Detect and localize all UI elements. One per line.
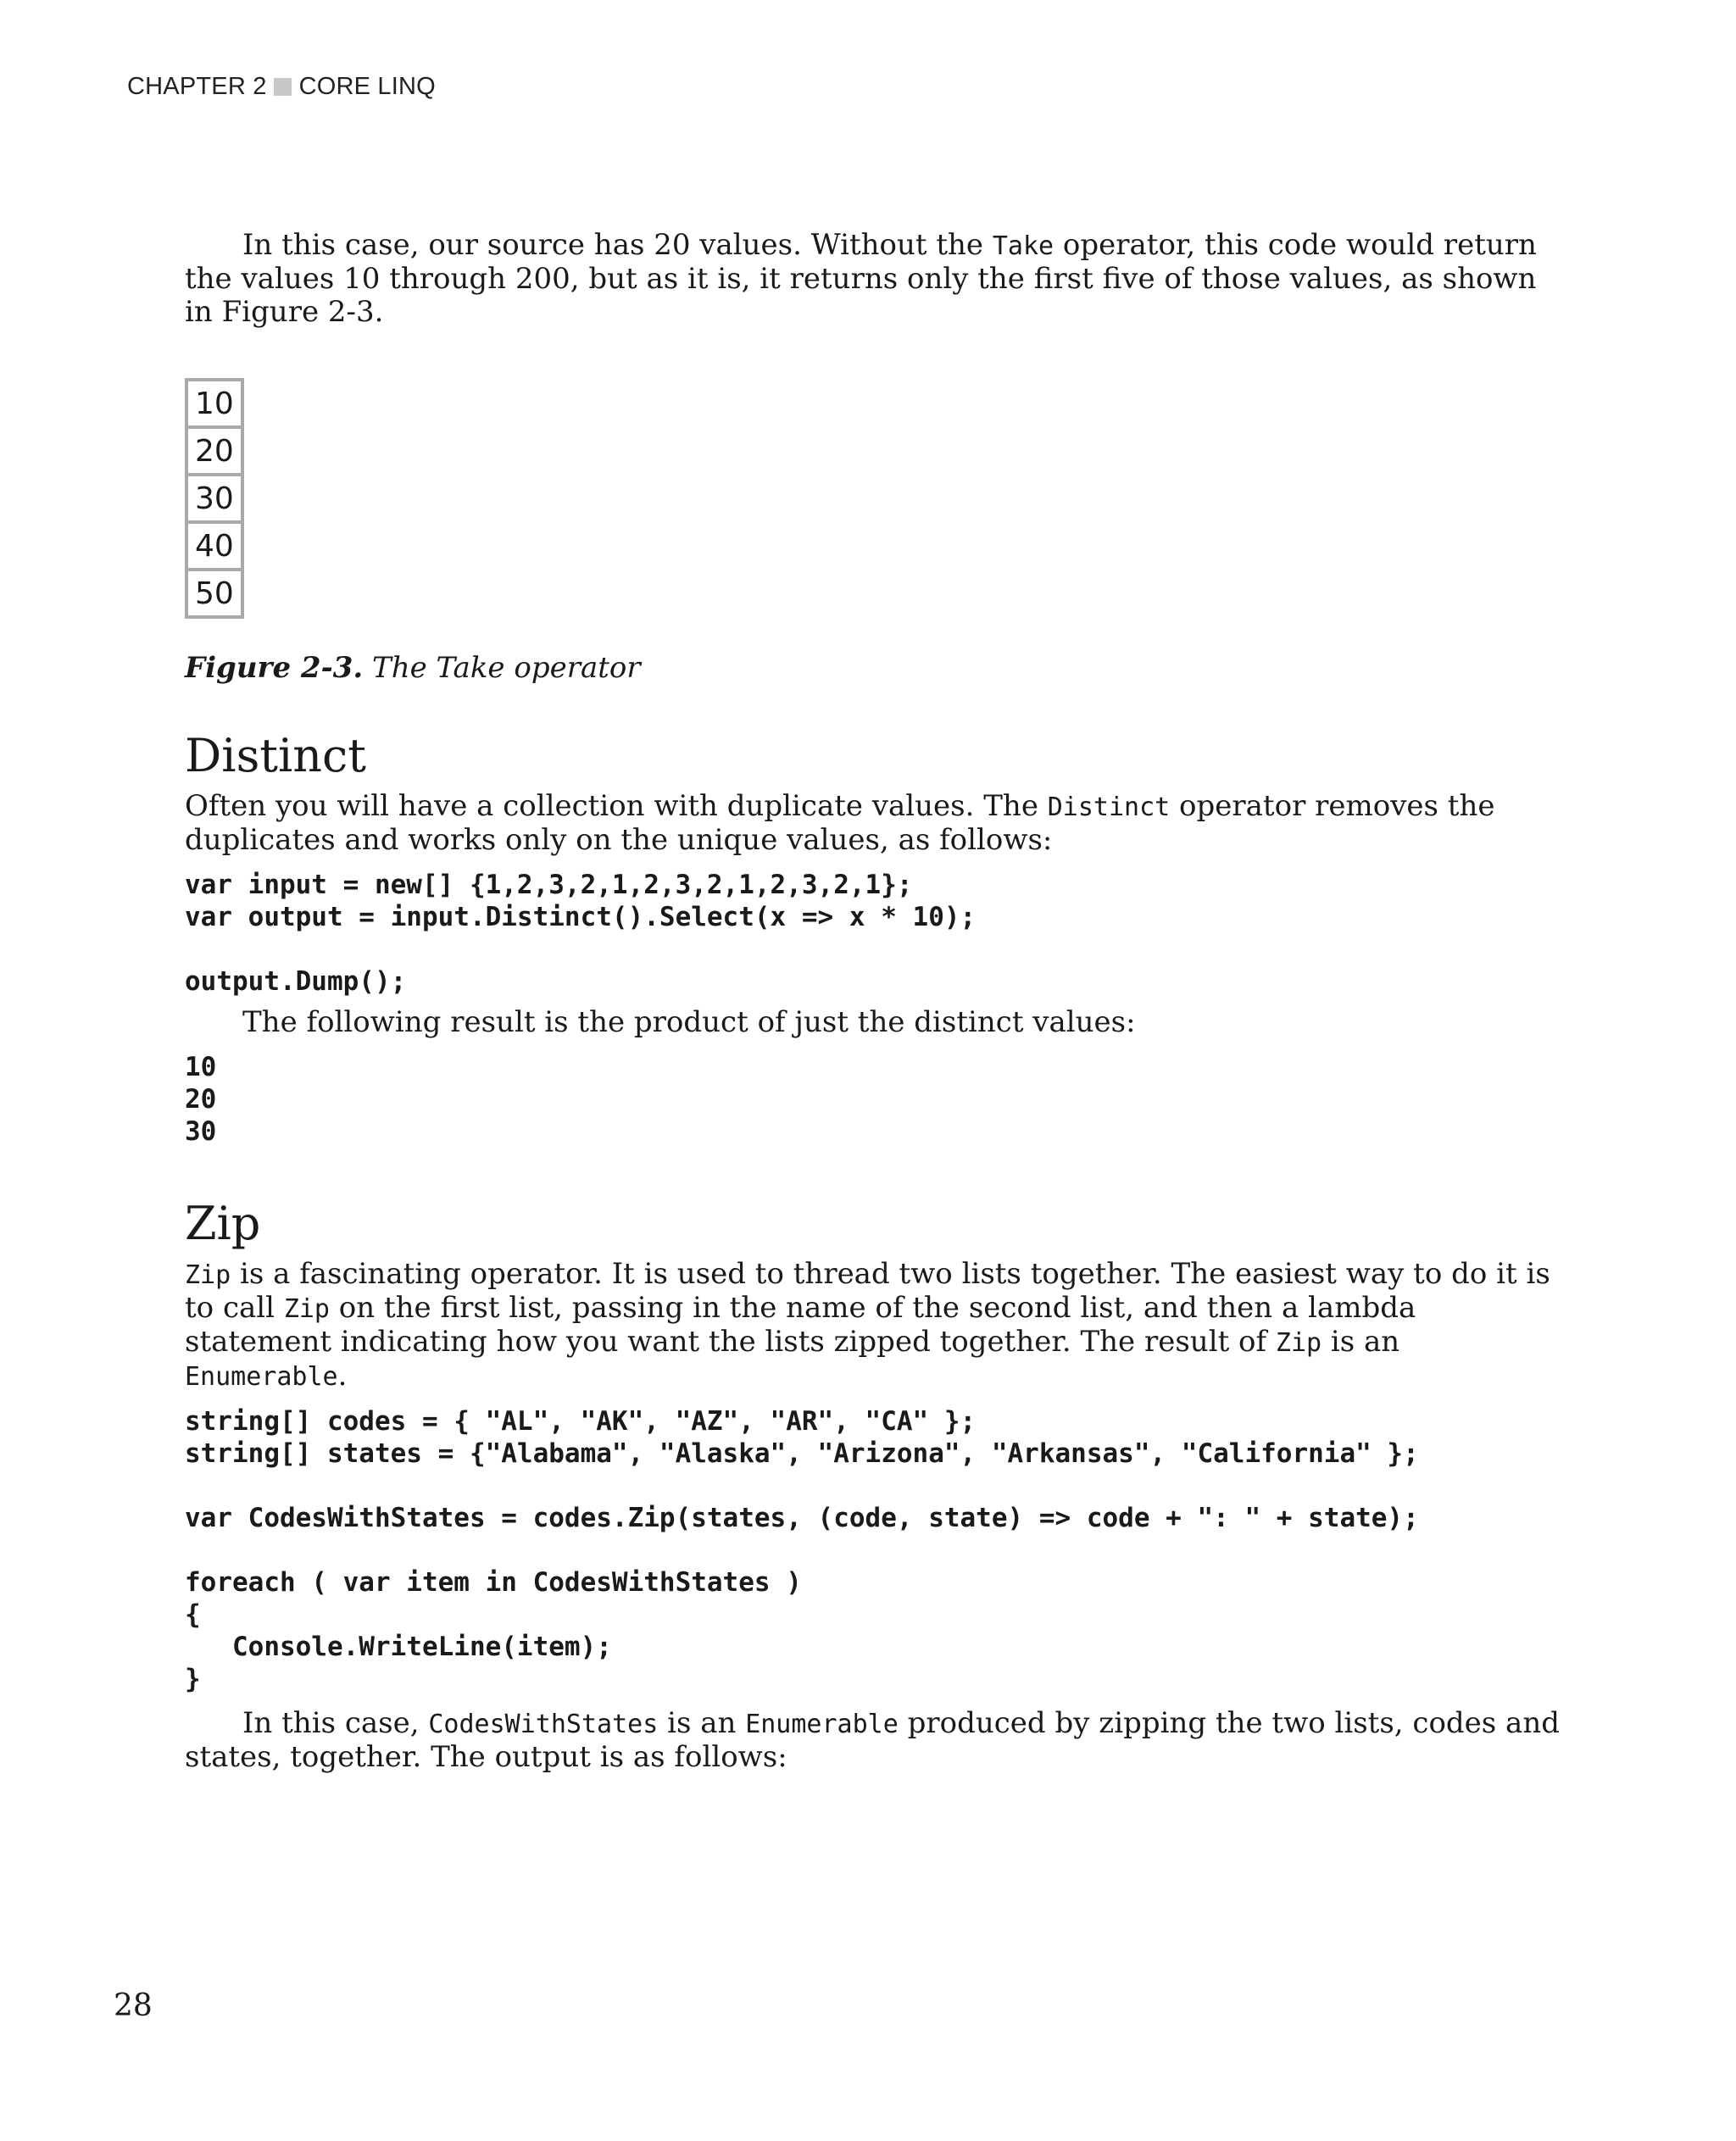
distinct-paragraph: Often you will have a collection with duplicate values. The Distinct operator removes the duplicates and works only on the unique values, as follows:	[185, 789, 1495, 857]
table-cell: 30	[186, 475, 242, 522]
inline-code: Enumerable	[185, 1362, 338, 1392]
code-block: string[] codes = { "AL", "AK", "AZ", "AR", "CA" }; string[] states = {"Alabama", "Alaska", "Arizona", "Arkansas", "California" };	[185, 1406, 1419, 1469]
table-row	[186, 427, 242, 475]
figure-caption: Figure 2-3. The Take operator	[185, 651, 641, 685]
code-block: output.Dump();	[185, 966, 407, 997]
table-cell: 40	[186, 522, 242, 570]
inline-code: Distinct	[1047, 792, 1171, 822]
inline-code: Take	[992, 231, 1054, 261]
take-result-table	[185, 378, 244, 619]
section-heading-zip: Zip	[185, 1197, 261, 1250]
result-intro-paragraph: The following result is the product of just the distinct values:	[242, 1005, 1136, 1039]
running-head	[127, 73, 436, 101]
intro-paragraph: In this case, our source has 20 values. Without the Take operator, this code would return the values 10 through 200, but as it is, it returns only the first five of those values, as shown in Figure 2-3.	[185, 228, 1537, 329]
inline-code: Zip	[185, 1260, 231, 1290]
inline-code: CodesWithStates	[428, 1710, 659, 1739]
table-row	[186, 570, 242, 617]
separator-square-icon	[274, 78, 292, 96]
page-content	[185, 229, 1566, 1774]
output-block: 10 20 30	[185, 1052, 217, 1147]
inline-code: Enumerable	[745, 1710, 899, 1739]
code-block: var input = new[] {1,2,3,2,1,2,3,2,1,2,3,2,1}; var output = input.Distinct().Select(x => x * 10);	[185, 870, 976, 932]
table-row	[186, 522, 242, 570]
zip-paragraph: Zip is a fascinating operator. It is used to thread two lists together. The easiest way to do it is to call Zip on the first list, passing in the name of the second list, and then a lambda statement indicating how you want the lists zipped together. The result of Zip is an Enumerable.	[185, 1257, 1550, 1393]
table-cell: 10	[186, 380, 242, 427]
page-number: 28	[114, 1988, 153, 2023]
table-row	[186, 475, 242, 522]
inline-code: Zip	[1275, 1328, 1322, 1358]
table-cell: 50	[186, 570, 242, 617]
table-cell: 20	[186, 427, 242, 475]
chapter-label: CHAPTER 2	[127, 73, 267, 100]
inline-code: Zip	[283, 1294, 330, 1324]
zip-output-paragraph: In this case, CodesWithStates is an Enumerable produced by zipping the two lists, codes and states, together. The output is as follows:	[185, 1706, 1560, 1774]
code-block: foreach ( var item in CodesWithStates ) { Console.WriteLine(item); }	[185, 1567, 802, 1694]
code-block: var CodesWithStates = codes.Zip(states, (code, state) => code + ": " + state);	[185, 1503, 1419, 1533]
table-row	[186, 380, 242, 427]
section-heading-distinct: Distinct	[185, 729, 366, 782]
chapter-title: CORE LINQ	[298, 73, 436, 100]
